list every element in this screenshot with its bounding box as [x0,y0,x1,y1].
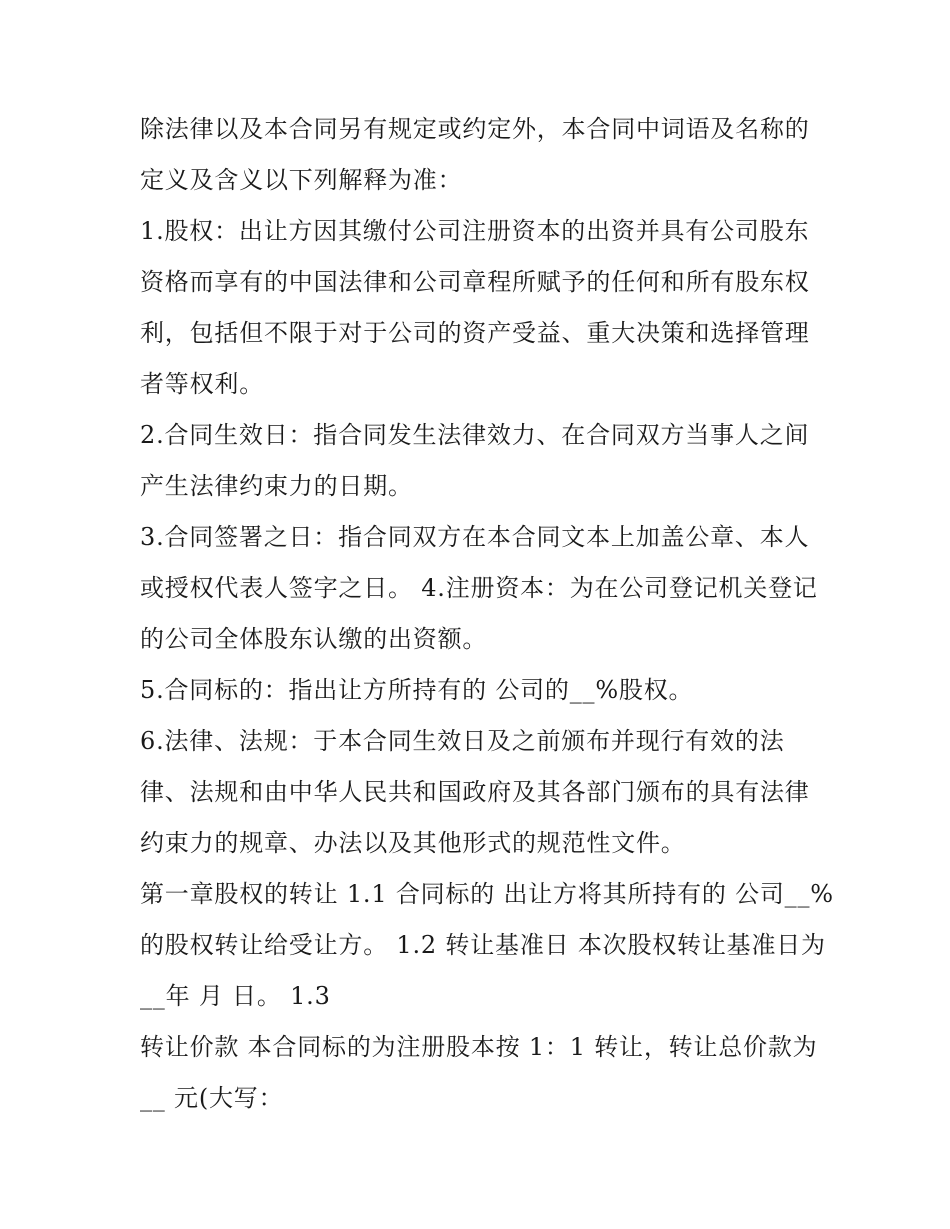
text-line: 5.合同标的：指出让方所持有的 公司的__%股权。 [140,676,694,704]
text-line: 第一章股权的转让 1.1 合同标的 出让方将其所持有的 公司__% [140,880,834,908]
text-line: 转让价款 本合同标的为注册股本按 1：1 转让，转让总价款为 [140,1033,818,1061]
text-line: 的公司全体股东认缴的出资额。 [140,625,488,653]
text-line: 律、法规和由中华人民共和国政府及其各部门颁布的具有法律 [140,778,810,806]
text-line: 资格而享有的中国法律和公司章程所赋予的任何和所有股东权 [140,268,810,296]
text-line: 3.合同签署之日：指合同双方在本合同文本上加盖公章、本人 [140,523,810,551]
text-line: 定义及含义以下列解释为准： [140,166,463,194]
text-line: 或授权代表人签字之日。 4.注册资本：为在公司登记机关登记 [140,574,818,602]
text-line: 约束力的规章、办法以及其他形式的规范性文件。 [140,829,686,857]
text-line: 6.法律、法规：于本合同生效日及之前颁布并现行有效的法 [140,727,785,755]
text-line: 者等权利。 [140,370,264,398]
text-line: 1.股权：出让方因其缴付公司注册资本的出资并具有公司股东 [140,217,810,245]
text-line: 产生法律约束力的日期。 [140,472,413,500]
text-line: 利，包括但不限于对于公司的资产受益、重大决策和选择管理 [140,319,810,347]
text-line: 的股权转让给受让方。 1.2 转让基准日 本次股权转让基准日为 [140,931,826,959]
text-line: 除法律以及本合同另有规定或约定外，本合同中词语及名称的 [140,115,810,143]
text-line: __年 月 日。 1.3 [140,982,331,1010]
text-line: __ 元(大写： [140,1084,284,1112]
document-body [140,104,834,1124]
text-line: 2.合同生效日：指合同发生法律效力、在合同双方当事人之间 [140,421,810,449]
